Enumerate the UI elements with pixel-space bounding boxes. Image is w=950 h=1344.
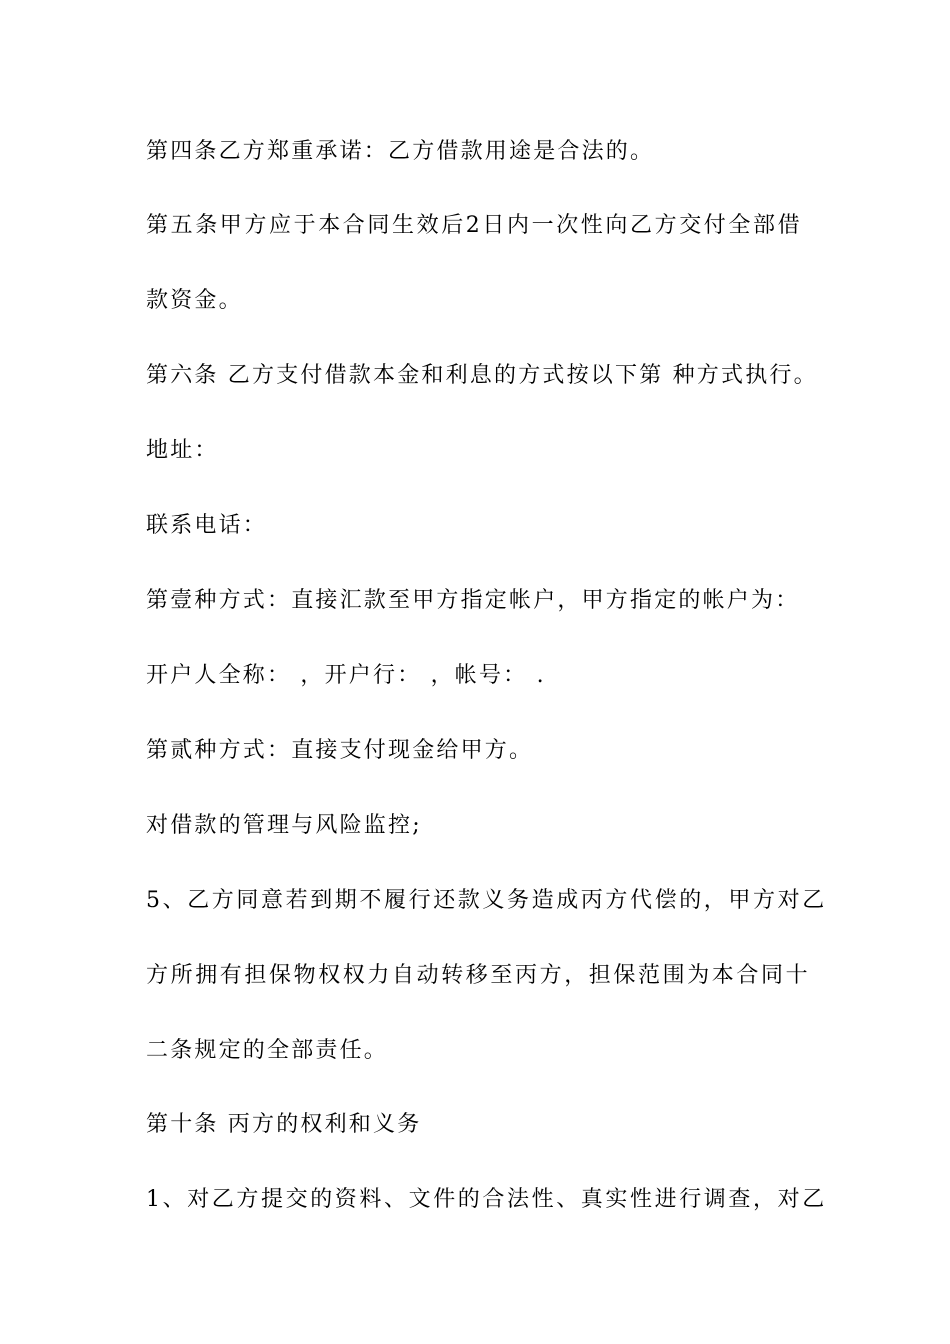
payment-method-2-line: 第贰种方式：直接支付现金给甲方。 (146, 738, 534, 763)
clause-4-line: 第四条乙方郑重承诺：乙方借款用途是合法的。 (146, 139, 655, 164)
clause-10-heading: 第十条 丙方的权利和义务 (146, 1112, 422, 1137)
loan-management-line: 对借款的管理与风险监控; (146, 813, 422, 838)
clause-5-line-1: 第五条甲方应于本合同生效后2日内一次性向乙方交付全部借 (146, 213, 803, 238)
clause-10-item-1-line: 1、对乙方提交的资料、文件的合法性、真实性进行调查，对乙 (146, 1187, 827, 1212)
account-info-line: 开户人全称： ，开户行： ，帐号： . (146, 663, 546, 688)
clause-6-line: 第六条 乙方支付借款本金和利息的方式按以下第 种方式执行。 (146, 363, 818, 388)
payment-method-1-line: 第壹种方式：直接汇款至甲方指定帐户，甲方指定的帐户为： (146, 588, 800, 613)
item-5-line-3: 二条规定的全部责任。 (146, 1038, 389, 1063)
clause-5-line-2: 款资金。 (146, 288, 243, 313)
address-label: 地址： (146, 438, 219, 463)
item-5-line-1: 5、乙方同意若到期不履行还款义务造成丙方代偿的，甲方对乙 (146, 888, 827, 913)
phone-label: 联系电话： (146, 513, 268, 538)
item-5-line-2: 方所拥有担保物权权力自动转移至丙方，担保范围为本合同十 (146, 963, 811, 988)
